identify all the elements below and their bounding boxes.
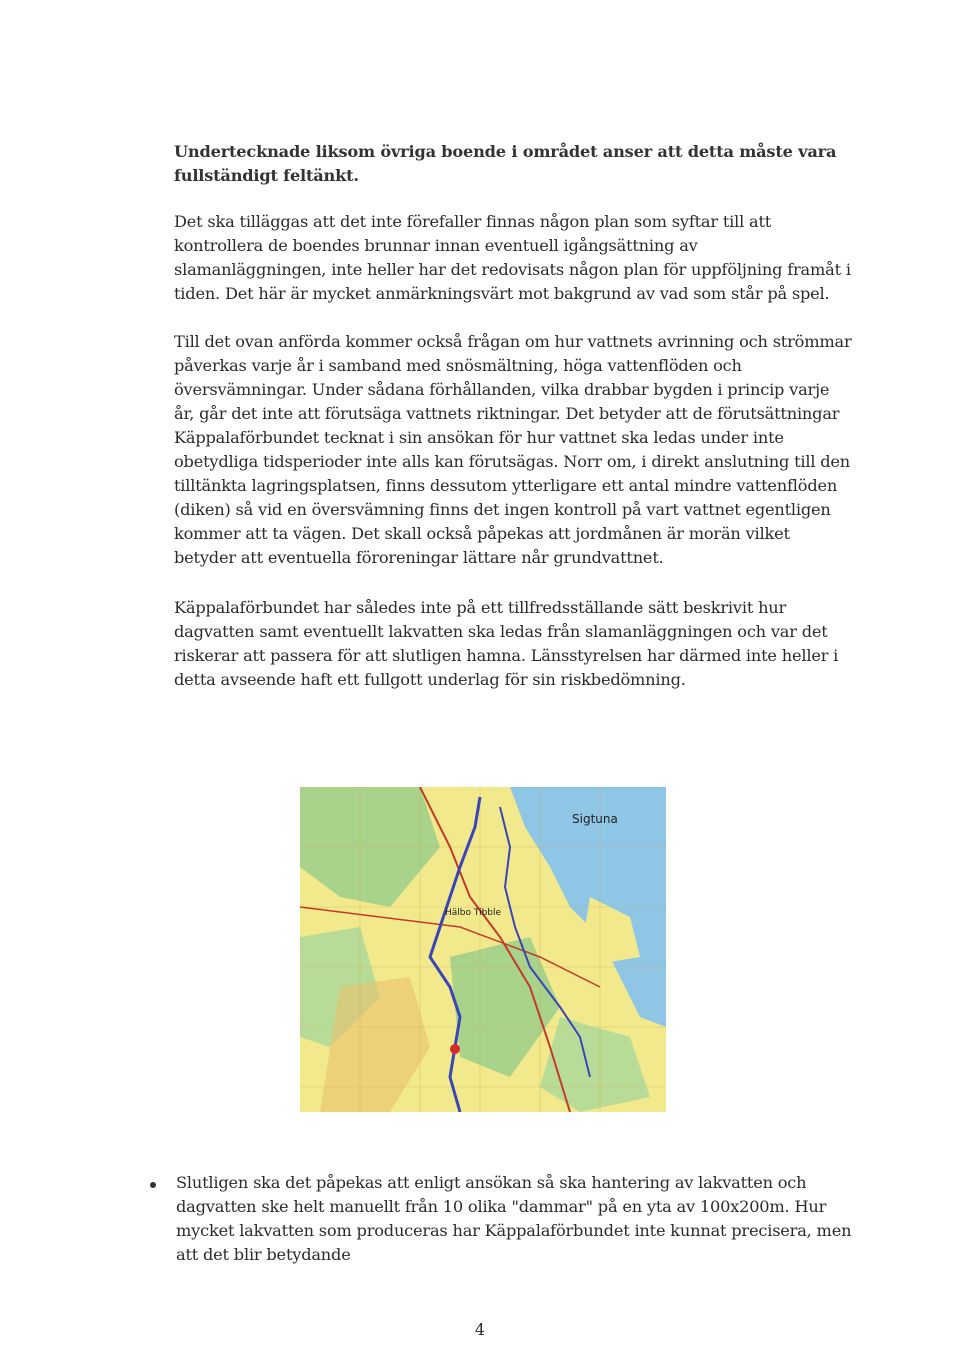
bullet-dot (150, 1182, 156, 1188)
section-heading: Undertecknade liksom övriga boende i området anser att detta måste vara fullständigt feltänkt. (174, 142, 837, 185)
map-label-sigtuna: Sigtuna (572, 812, 618, 826)
paragraph-1: Det ska tilläggas att det inte förefaller finnas någon plan som syftar till att kontrollera de boendes brunnar innan eventuell igångsättning av slamanläggningen, inte heller har det redovisats någon plan för uppföljning framåt i tiden. Det här är mycket anmärkningsvärt mot bakgrund av vad som står på spel. (174, 212, 851, 303)
page-number: 4 (474, 1320, 486, 1339)
map-label-halbo: Hälbo Tibble (445, 908, 502, 918)
bullet-item (150, 1171, 860, 1267)
bullet-text: Slutligen ska det påpekas att enligt ansökan så ska hantering av lakvatten och dagvatten ske helt manuellt från 10 olika "dammar" på en yta av 100x200m. Hur mycket lakvatten som produceras har Käppalaförbundet inte kunnat precisera, men att det blir betydande (176, 1173, 852, 1264)
paragraph-2: Till det ovan anförda kommer också frågan om hur vattnets avrinning och strömmar påverkas varje år i samband med snösmältning, höga vattenflöden och översvämningar. Under sådana förhållanden, vilka drabbar bygden i princip varje år, går det inte att förutsäga vattnets riktningar. Det betyder att de förutsättningar Käppalaförbundet tecknat i sin ansökan för hur vattnet ska ledas under inte obetydliga tidsperioder inte alls kan förutsägas. Norr om, i direkt anslutning till den tilltänkta lagringsplatsen, finns dessutom ytterligare ett antal mindre vattenflöden (diken) så vid en översvämning finns det ingen kontroll på vart vattnet egentligen kommer att ta vägen. Det skall också påpekas att jordmånen är morän vilket betyder att eventuella föroreningar lättare når grundvattnet. (174, 332, 852, 567)
map-site-marker (450, 1044, 460, 1054)
paragraph-3: Käppalaförbundet har således inte på ett tillfredsställande sätt beskrivit hur dagvatten samt eventuellt lakvatten ska ledas från slamanläggningen och var det riskerar att passera för att slutligen hamna. Länsstyrelsen har därmed inte heller i detta avseende haft ett fullgott underlag för sin riskbedömning. (174, 598, 839, 689)
area-map (300, 787, 666, 1112)
